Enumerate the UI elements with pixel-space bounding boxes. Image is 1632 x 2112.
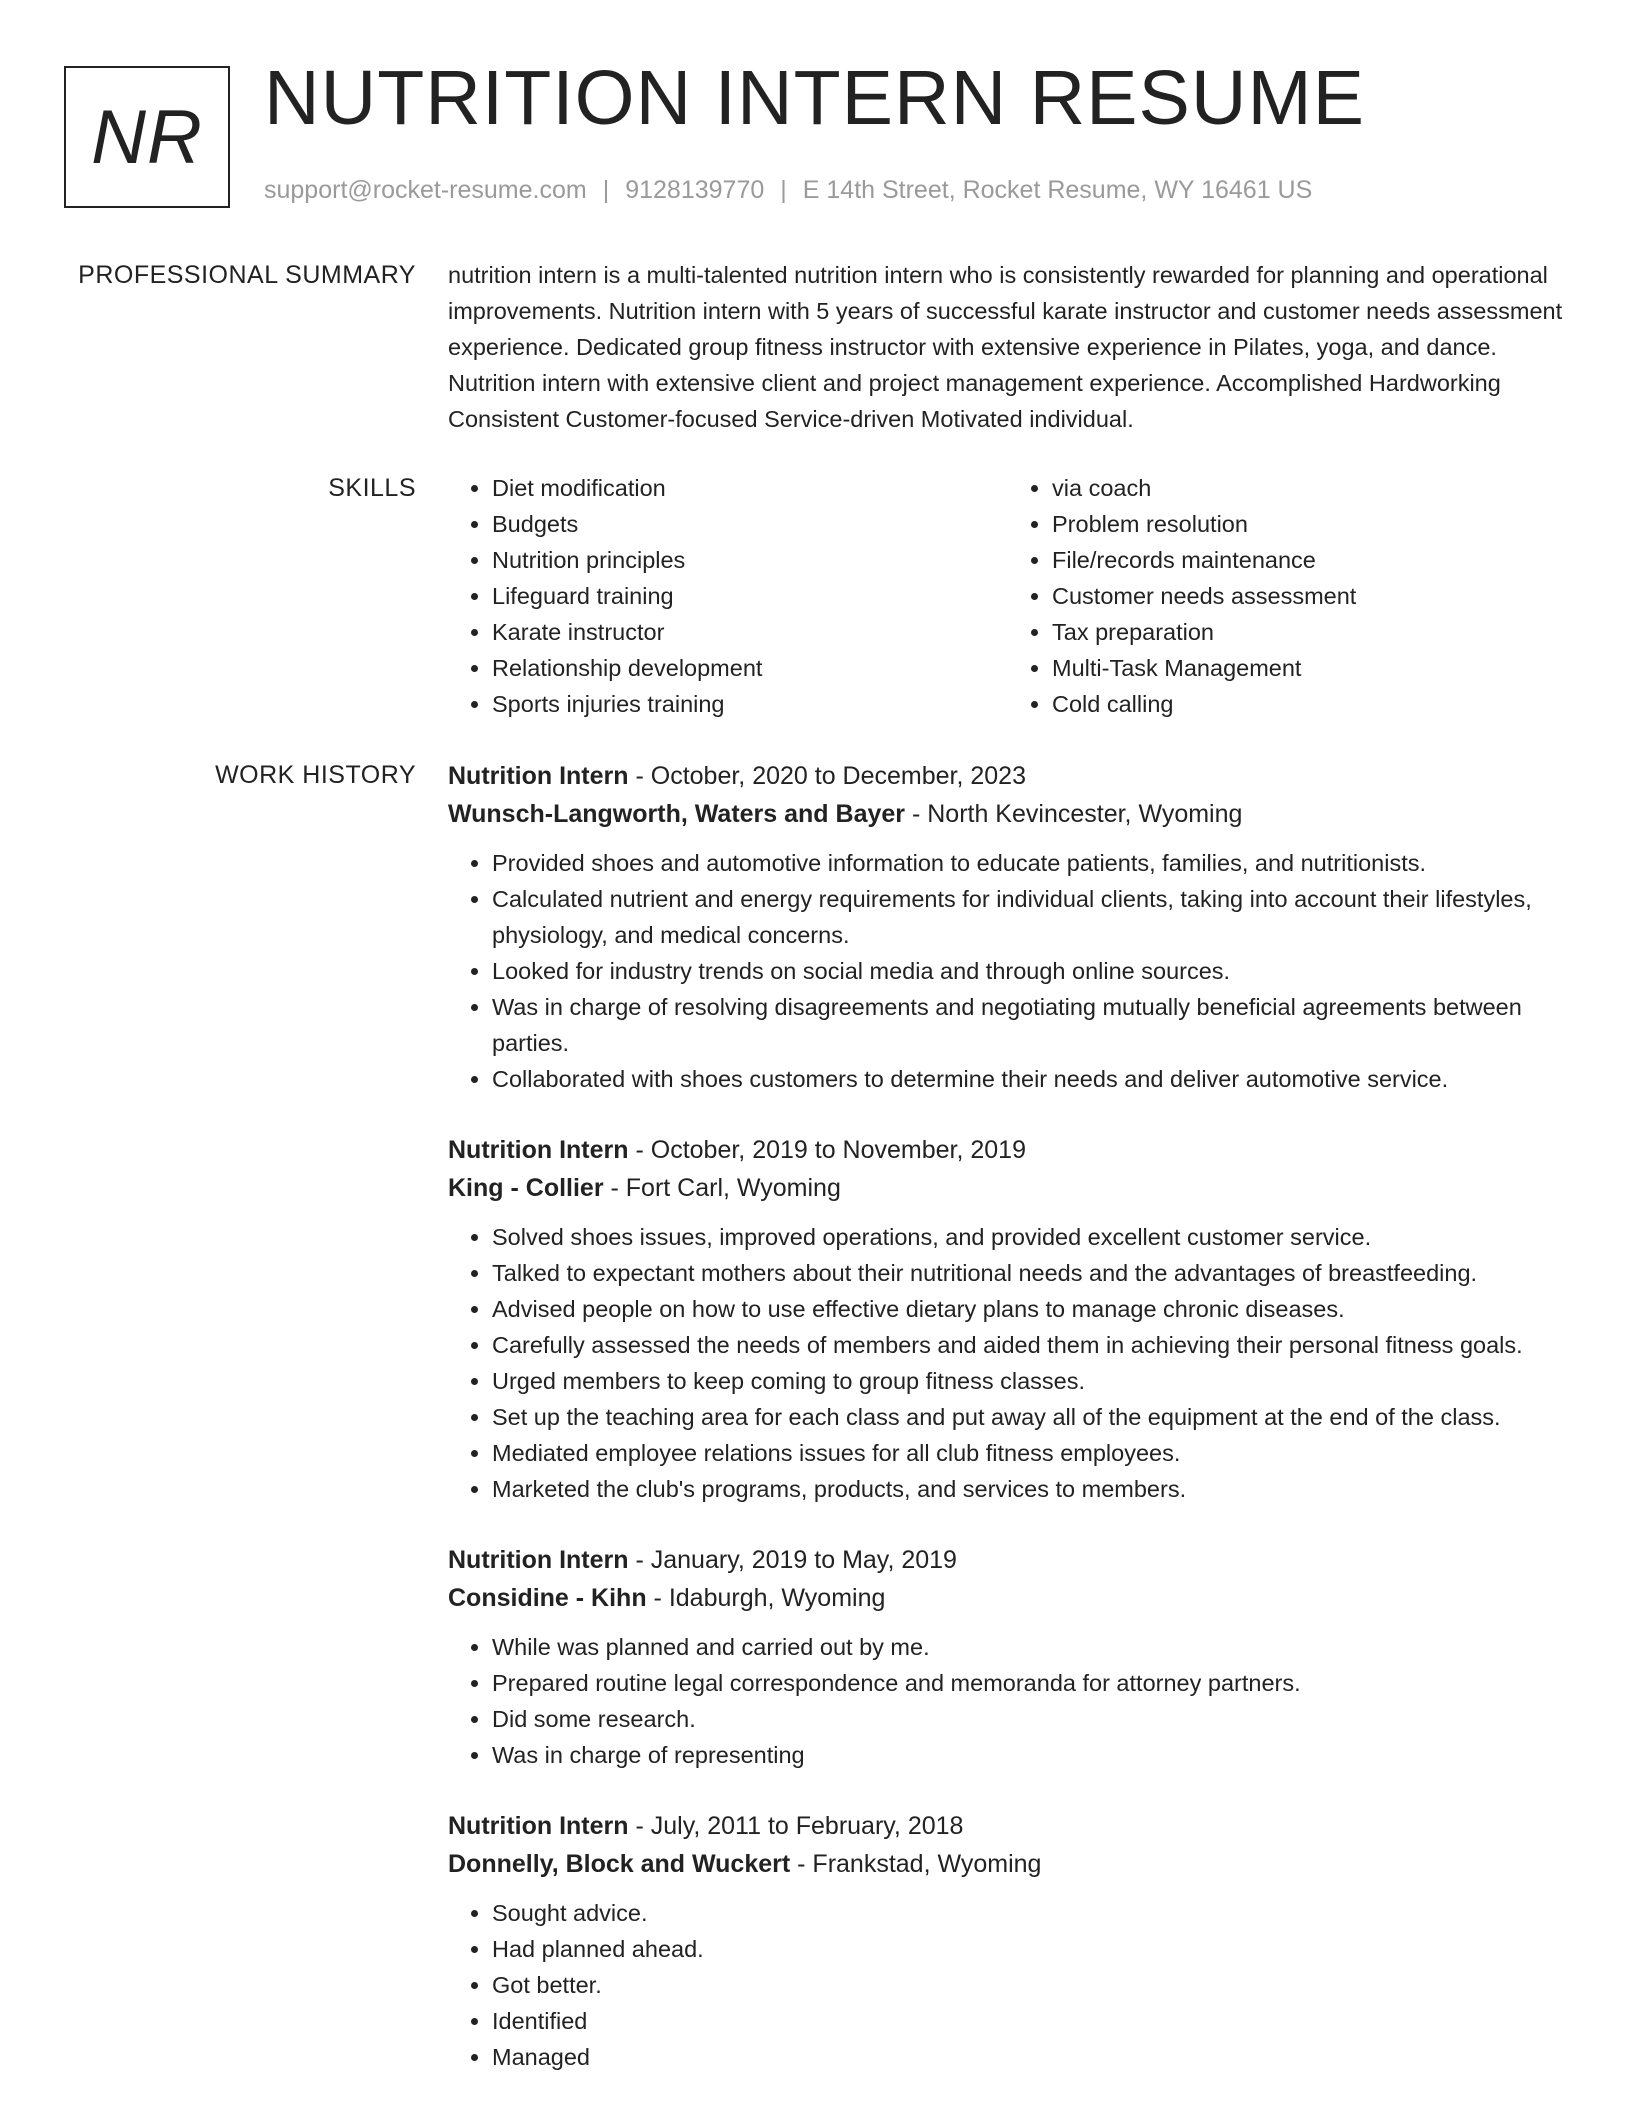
skill-item: • Karate instructor xyxy=(492,614,1008,650)
contact-email[interactable]: support@rocket-resume.com xyxy=(264,176,587,204)
work-body xyxy=(448,757,1568,2109)
job-bullet: • Marketed the club's programs, products, and services to members. xyxy=(492,1471,1568,1507)
job-location: - Frankstad, Wyoming xyxy=(790,1850,1042,1878)
skills-list-right xyxy=(1008,470,1568,722)
job-bullet: • Looked for industry trends on social media and through online sources. xyxy=(492,953,1568,989)
job-company-line xyxy=(448,1169,1568,1207)
job-bullets xyxy=(448,845,1568,1097)
job-entry xyxy=(448,1807,1568,2075)
job-bullet: • Mediated employee relations issues for all club fitness employees. xyxy=(492,1435,1568,1471)
skill-item: • Cold calling xyxy=(1052,686,1568,722)
skill-item: • Problem resolution xyxy=(1052,506,1568,542)
work-label: WORK HISTORY xyxy=(215,761,416,789)
job-bullet: • Was in charge of resolving disagreements and negotiating mutually beneficial agreements between parties. xyxy=(492,989,1568,1061)
job-bullets xyxy=(448,1895,1568,2075)
job-location: - North Kevincester, Wyoming xyxy=(905,800,1243,828)
job-title-line xyxy=(448,1807,1568,1845)
job-entry xyxy=(448,757,1568,1097)
skill-item: • Diet modification xyxy=(492,470,1008,506)
job-bullet: • Was in charge of representing xyxy=(492,1737,1568,1773)
job-bullet: • Solved shoes issues, improved operations, and provided excellent customer service. xyxy=(492,1219,1568,1255)
job-bullet: • While was planned and carried out by me. xyxy=(492,1629,1568,1665)
skills-list-left xyxy=(448,470,1008,722)
job-bullet: • Identified xyxy=(492,2003,1568,2039)
skill-item: • File/records maintenance xyxy=(1052,542,1568,578)
skill-item: • Sports injuries training xyxy=(492,686,1008,722)
skill-item: • Nutrition principles xyxy=(492,542,1008,578)
page-title: NUTRITION INTERN RESUME xyxy=(264,55,1365,141)
job-company: Wunsch-Langworth, Waters and Bayer xyxy=(448,800,906,828)
job-bullet: • Got better. xyxy=(492,1967,1568,2003)
job-dates: - October, 2020 to December, 2023 xyxy=(628,762,1026,790)
job-bullet: • Carefully assessed the needs of members and aided them in achieving their personal fitness goals. xyxy=(492,1327,1568,1363)
job-bullets xyxy=(448,1629,1568,1773)
job-bullets xyxy=(448,1219,1568,1507)
job-bullet: • Sought advice. xyxy=(492,1895,1568,1931)
contact-phone[interactable]: 9128139770 xyxy=(625,176,765,204)
skill-item: • Tax preparation xyxy=(1052,614,1568,650)
job-company-line xyxy=(448,795,1568,833)
job-bullet: • Set up the teaching area for each class and put away all of the equipment at the end of the class. xyxy=(492,1399,1568,1435)
contact-separator: | xyxy=(602,176,610,204)
job-company: Donnelly, Block and Wuckert xyxy=(448,1850,791,1878)
job-title: Nutrition Intern xyxy=(448,1136,629,1164)
job-bullet: • Managed xyxy=(492,2039,1568,2075)
job-dates: - January, 2019 to May, 2019 xyxy=(628,1546,957,1574)
skills-body xyxy=(448,470,1568,722)
monogram-box: NR xyxy=(64,66,230,208)
skills-label: SKILLS xyxy=(328,474,416,502)
job-bullet: • Did some research. xyxy=(492,1701,1568,1737)
job-dates: - October, 2019 to November, 2019 xyxy=(628,1136,1026,1164)
job-bullet: • Had planned ahead. xyxy=(492,1931,1568,1967)
contact-separator: | xyxy=(780,176,787,204)
skill-item: • Lifeguard training xyxy=(492,578,1008,614)
summary-text: nutrition intern is a multi-talented nutrition intern who is consistently rewarded for planning and operational improvements. Nutrition intern with 5 years of successful karate instructor and customer needs assessment experience. Dedicated group fitness instructor with extensive experience in Pilates, yoga, and dance. Nutrition intern with extensive client and project management experience. Accomplished Hardworking Consistent Customer-focused Service-driven Motivated individual. xyxy=(448,262,1563,432)
skill-item: • Multi-Task Management xyxy=(1052,650,1568,686)
job-location: - Idaburgh, Wyoming xyxy=(646,1584,886,1612)
job-bullet: • Collaborated with shoes customers to determine their needs and deliver automotive service. xyxy=(492,1061,1568,1097)
job-location: - Fort Carl, Wyoming xyxy=(603,1174,841,1202)
job-company: King - Collier xyxy=(448,1174,604,1202)
job-dates: - July, 2011 to February, 2018 xyxy=(628,1812,964,1840)
job-title-line xyxy=(448,1131,1568,1169)
job-entry xyxy=(448,1541,1568,1773)
job-company: Considine - Kihn xyxy=(448,1584,647,1612)
job-title: Nutrition Intern xyxy=(448,1546,629,1574)
job-bullet: • Advised people on how to use effective dietary plans to manage chronic diseases. xyxy=(492,1291,1568,1327)
skill-item: • via coach xyxy=(1052,470,1568,506)
job-company-line xyxy=(448,1579,1568,1617)
job-bullet: • Prepared routine legal correspondence and memoranda for attorney partners. xyxy=(492,1665,1568,1701)
job-title-line xyxy=(448,757,1568,795)
skill-item: • Customer needs assessment xyxy=(1052,578,1568,614)
job-entry xyxy=(448,1131,1568,1507)
job-bullet: • Provided shoes and automotive information to educate patients, families, and nutritionists. xyxy=(492,845,1568,881)
job-title: Nutrition Intern xyxy=(448,1812,629,1840)
skill-item: • Budgets xyxy=(492,506,1008,542)
summary-label: PROFESSIONAL SUMMARY xyxy=(78,261,416,289)
job-title-line xyxy=(448,1541,1568,1579)
job-bullet: • Calculated nutrient and energy requirements for individual clients, taking into account their lifestyles, physiology, and medical concerns. xyxy=(492,881,1568,953)
job-title: Nutrition Intern xyxy=(448,762,629,790)
contact-address: E 14th Street, Rocket Resume, WY 16461 US xyxy=(802,176,1313,204)
job-company-line xyxy=(448,1845,1568,1883)
skill-item: • Relationship development xyxy=(492,650,1008,686)
job-bullet: • Talked to expectant mothers about their nutritional needs and the advantages of breastfeeding. xyxy=(492,1255,1568,1291)
job-bullet: • Urged members to keep coming to group fitness classes. xyxy=(492,1363,1568,1399)
contact-line xyxy=(264,176,1312,205)
